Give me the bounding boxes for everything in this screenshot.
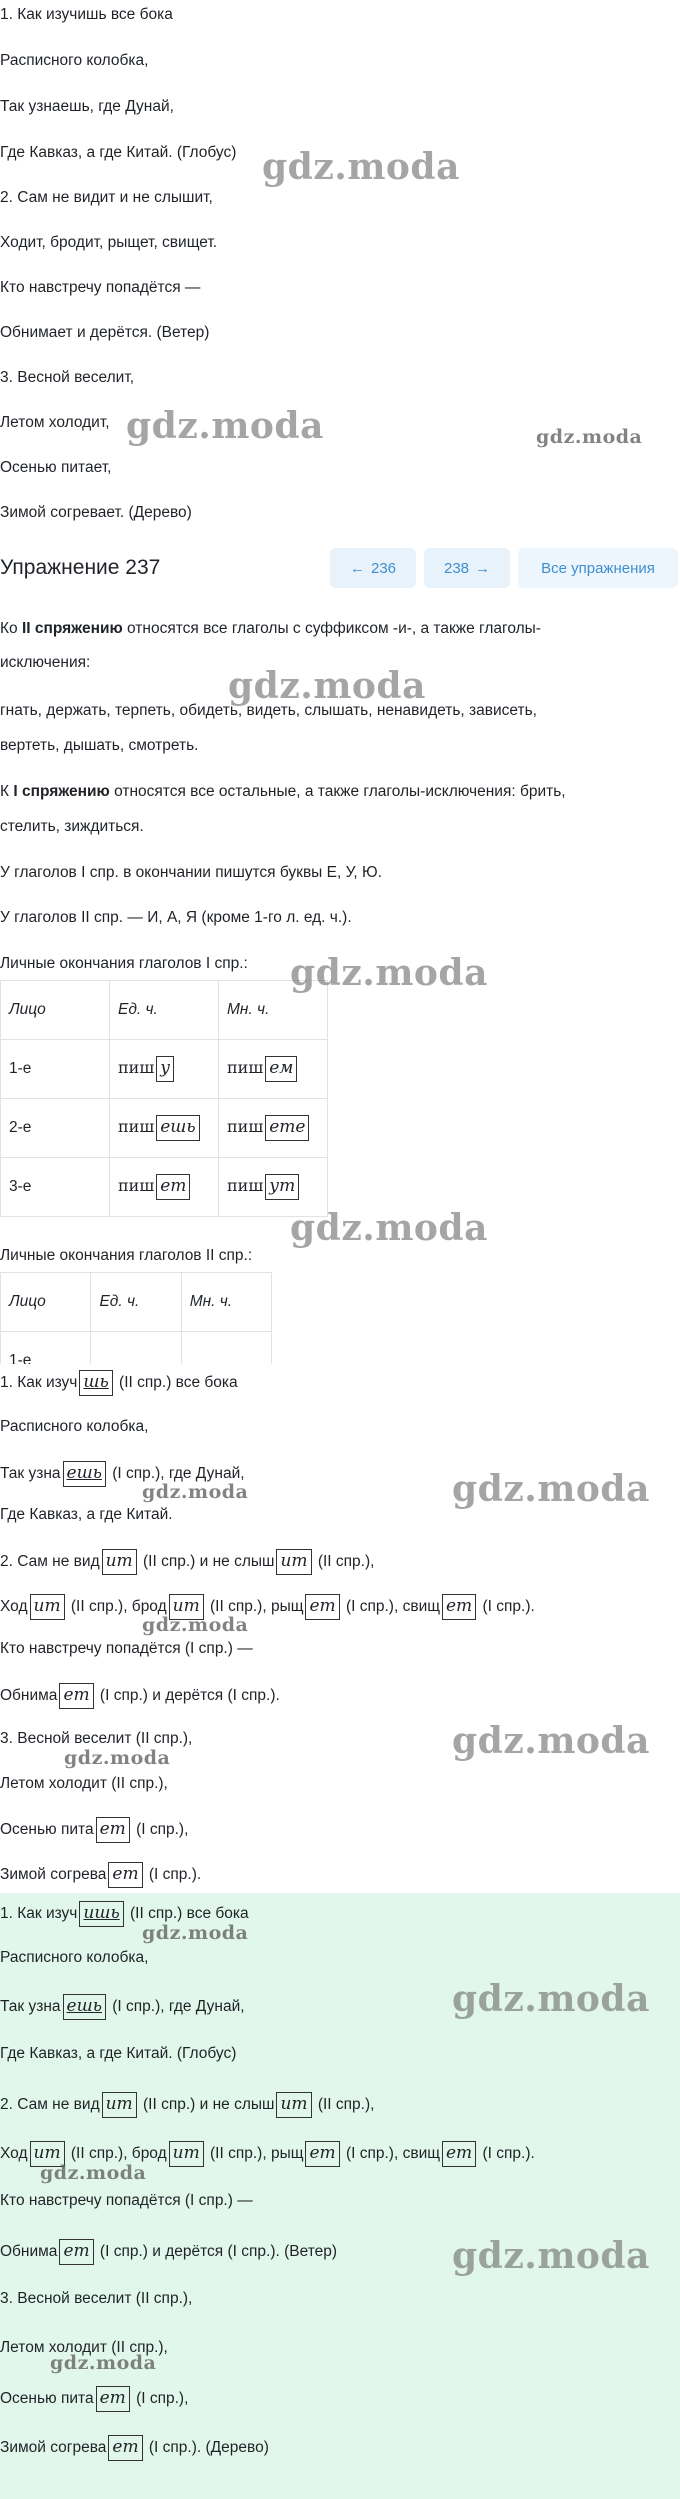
arrow-left-icon: ← <box>349 559 365 577</box>
riddle-line: Зимой согревает. (Дерево) <box>0 504 192 521</box>
watermark: gdz.moda <box>452 1978 650 2020</box>
answer-line: 3. Весной веселит (II спр.), <box>0 1730 193 1747</box>
answer-line: Где Кавказ, а где Китай. <box>0 1506 173 1523</box>
theory-paragraph: стелить, зиждиться. <box>0 818 144 835</box>
watermark: gdz.moda <box>290 952 488 994</box>
watermark: gdz.moda <box>536 426 643 448</box>
theory-paragraph: исключения: <box>0 654 91 671</box>
ending-box: ет <box>442 2141 476 2167</box>
ending-box: ешь <box>63 1994 106 2020</box>
answer-line: 2. Сам не вид ит (II спр.) и не слыш ит (II спр.), <box>0 2092 374 2118</box>
riddle-line: 2. Сам не видит и не слышит, <box>0 189 213 206</box>
watermark: gdz.moda <box>50 2352 157 2374</box>
ending-box: ет <box>108 1862 142 1888</box>
theory-paragraph: вертеть, дышать, смотреть. <box>0 737 199 754</box>
table-row: 1-е <box>1 1332 272 1365</box>
table-header: Лицо <box>1 1273 91 1332</box>
ending-box: ет <box>96 2386 130 2412</box>
answer-line: 2. Сам не вид ит (II спр.) и не слыш ит (II спр.), <box>0 1549 374 1575</box>
answer-line: Зимой согрева ет (I спр.). <box>0 1862 201 1888</box>
ending-box: ут <box>265 1174 299 1200</box>
next-exercise-label: 238 <box>443 559 470 577</box>
ending-box: ет <box>59 1683 93 1709</box>
riddle-line: Летом холодит, <box>0 414 110 431</box>
answer-line: Зимой согрева ет (I спр.). (Дерево) <box>0 2435 269 2461</box>
table-header: Мн. ч. <box>219 981 328 1040</box>
ending-box: шь <box>79 1370 112 1396</box>
ending-box: ет <box>442 1594 476 1620</box>
conjugation-term: I спряжению <box>13 783 110 800</box>
ending-box: ет <box>305 1594 339 1620</box>
watermark: gdz.moda <box>142 1614 249 1636</box>
ending-box: ешь <box>156 1115 199 1141</box>
exercise-header <box>0 548 680 588</box>
answer-line: Обнима ет (I спр.) и дерётся (I спр.). (Ветер) <box>0 2239 337 2265</box>
ending-box: ем <box>265 1056 297 1082</box>
table-caption: Личные окончания глаголов II спр.: <box>0 1247 253 1264</box>
answer-line: Осенью пита ет (I спр.), <box>0 2386 188 2412</box>
answer-line: 3. Весной веселит (II спр.), <box>0 2290 193 2307</box>
theory-paragraph: У глаголов II спр. — И, А, Я (кроме 1-го л. ед. ч.). <box>0 909 352 926</box>
ending-box: ит <box>169 1594 204 1620</box>
ending-box: ит <box>30 2141 65 2167</box>
all-exercises-label: Все упражнения <box>541 559 655 577</box>
answer-line: Обнима ет (I спр.) и дерётся (I спр.). <box>0 1683 280 1709</box>
ending-box: ит <box>102 2092 137 2118</box>
answer-line: Ход ит (II спр.), брод ит (II спр.), рыщ ет (I спр.), свищ ет (I спр.). <box>0 1594 535 1620</box>
table-header: Ед. ч. <box>91 1273 181 1332</box>
ending-box: ит <box>276 2092 311 2118</box>
endings-table-i <box>0 980 328 1217</box>
answer-line: 1. Как изуч шь (II спр.) все бока <box>0 1370 238 1396</box>
ending-box: ет <box>156 1174 190 1200</box>
riddle-line: Так узнаешь, где Дунай, <box>0 98 174 115</box>
table-header: Лицо <box>1 981 110 1040</box>
ending-box: ит <box>30 1594 65 1620</box>
ending-box: ит <box>276 1549 311 1575</box>
conjugation-term: II спряжению <box>21 620 123 637</box>
watermark: gdz.moda <box>142 1922 249 1944</box>
watermark: gdz.moda <box>452 1468 650 1510</box>
watermark: gdz.moda <box>452 1720 650 1762</box>
riddle-line: Обнимает и дерётся. (Ветер) <box>0 324 210 341</box>
riddle-line: Кто навстречу попадётся — <box>0 279 201 296</box>
watermark: gdz.moda <box>452 2235 650 2277</box>
watermark: gdz.moda <box>126 405 324 447</box>
answer-line: Расписного колобка, <box>0 1949 149 1966</box>
answer-line: Летом холодит (II спр.), <box>0 1775 168 1792</box>
riddle-line: Где Кавказ, а где Китай. (Глобус) <box>0 144 237 161</box>
ending-box: у <box>156 1056 174 1082</box>
ending-box: ет <box>96 1817 130 1843</box>
answer-line: Расписного колобка, <box>0 1418 149 1435</box>
table-header: Мн. ч. <box>181 1273 271 1332</box>
watermark: gdz.moda <box>290 1207 488 1249</box>
theory-paragraph: У глаголов I спр. в окончании пишутся буквы Е, У, Ю. <box>0 864 382 881</box>
answer-line: Кто навстречу попадётся (I спр.) — <box>0 1640 253 1657</box>
answer-line: Где Кавказ, а где Китай. (Глобус) <box>0 2045 237 2062</box>
endings-table-ii <box>0 1272 272 1364</box>
prev-exercise-label: 236 <box>370 559 397 577</box>
table-caption: Личные окончания глаголов I спр.: <box>0 955 248 972</box>
ending-box: ит <box>169 2141 204 2167</box>
theory-paragraph: К I спряжению относятся все остальные, а также глаголы-исключения: брить, <box>0 783 566 800</box>
answer-line: 1. Как изуч ишь (II спр.) все бока <box>0 1901 249 1927</box>
answer-line: Осенью пита ет (I спр.), <box>0 1817 188 1843</box>
riddle-line: Ходит, бродит, рыщет, свищет. <box>0 234 218 251</box>
table-row: 3-е пиш ет пиш ут <box>1 1158 328 1217</box>
arrow-right-icon: → <box>475 559 491 577</box>
answer-line: Ход ит (II спр.), брод ит (II спр.), рыщ ет (I спр.), свищ ет (I спр.). <box>0 2141 535 2167</box>
riddle-line: 3. Весной веселит, <box>0 369 135 386</box>
ending-box: ет <box>305 2141 339 2167</box>
table-header: Ед. ч. <box>110 981 219 1040</box>
riddle-line: 1. Как изучишь все бока <box>0 6 173 23</box>
watermark: gdz.moda <box>64 1747 171 1769</box>
exercise-title: Упражнение 237 <box>0 556 161 579</box>
watermark: gdz.moda <box>142 1481 249 1503</box>
theory-paragraph: гнать, держать, терпеть, обидеть, видеть, слышать, ненавидеть, зависеть, <box>0 702 537 719</box>
riddle-line: Осенью питает, <box>0 459 112 476</box>
watermark: gdz.moda <box>40 2162 147 2184</box>
watermark: gdz.moda <box>262 146 460 188</box>
answer-line: Так узна ешь (I спр.), где Дунай, <box>0 1994 245 2020</box>
ending-box: ет <box>108 2435 142 2461</box>
all-exercises-button[interactable] <box>518 548 678 588</box>
prev-exercise-button[interactable] <box>330 548 416 588</box>
ending-box: ит <box>102 1549 137 1575</box>
table-row: 2-е пиш ешь пиш ете <box>1 1099 328 1158</box>
answer-line: Летом холодит (II спр.), <box>0 2339 168 2356</box>
next-exercise-button[interactable] <box>424 548 510 588</box>
answer-line: Кто навстречу попадётся (I спр.) — <box>0 2192 253 2209</box>
ending-box: ишь <box>79 1901 123 1927</box>
riddle-line: Расписного колобка, <box>0 52 149 69</box>
answer-line: Так узна ешь (I спр.), где Дунай, <box>0 1461 245 1487</box>
theory-paragraph: Ко II спряжению относятся все глаголы с суффиксом -и-, а также глаголы- <box>0 620 541 637</box>
ending-box: ешь <box>63 1461 106 1487</box>
ending-box: ете <box>265 1115 309 1141</box>
watermark: gdz.moda <box>228 665 426 707</box>
ending-box: ет <box>59 2239 93 2265</box>
table-row: 1-е пиш у пиш ем <box>1 1040 328 1099</box>
